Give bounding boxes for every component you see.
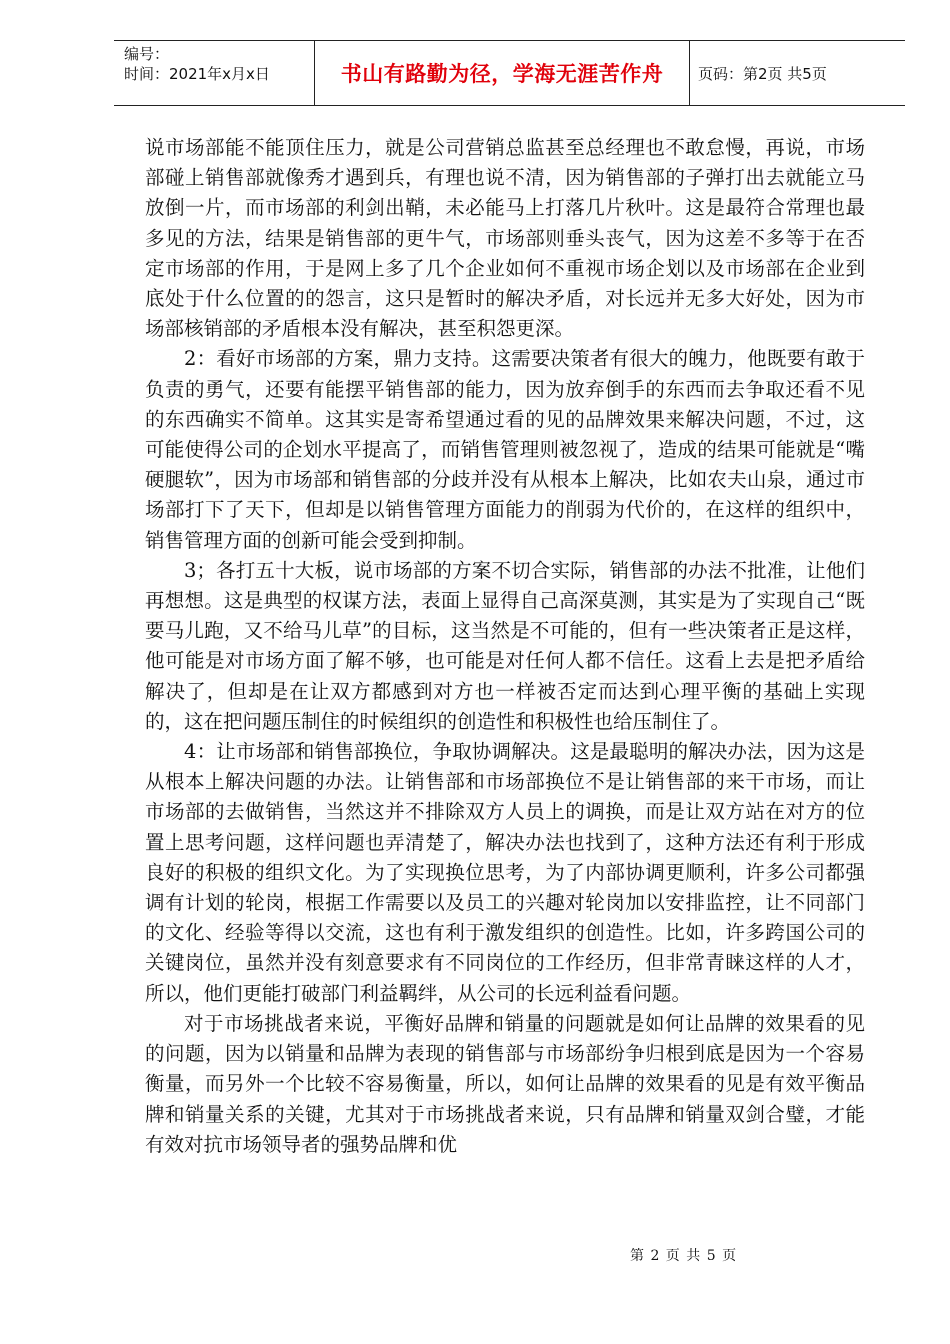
page-footer: 第 2 页 共 5 页: [630, 1248, 738, 1264]
header-meta: [114, 41, 315, 105]
paragraph: 4：让市场部和销售部换位，争取协调解决。这是最聪明的解决办法，因为这是从根本上解决问题的办法。让销售部和市场部换位不是让销售部的来干市场，而让市场部的去做销售，当然这并不排除双方人员上的调换，而是让双方站在对方的位置上思考问题，这样问题也弄清楚了，解决办法也找到了，这种方法还有利于形成良好的积极的组织文化。为了实现换位思考，为了内部协调更顺利，许多公司都强调有计划的轮岗，根据工作需要以及员工的兴趣对轮岗加以安排监控，让不同部门的文化、经验等得以交流，这也有利于激发组织的创造性。比如，许多跨国公司的关键岗位，虽然并没有刻意要求有不同岗位的工作经历，但非常青睐这样的人才，所以，他们更能打破部门利益羁绊，从公司的长远利益看问题。: [145, 740, 865, 1005]
paragraph: 2：看好市场部的方案，鼎力支持。这需要决策者有很大的魄力，他既要有敢于负责的勇气，还要有能摆平销售部的能力，因为放弃倒手的东西而去争取还看不见的东西确实不简单。这其实是寄希望通过看的见的品牌效果来解决问题，不过，这可能使得公司的企划水平提高了，而销售管理则被忽视了，造成的结果可能就是“嘴硬腿软”，因为市场部和销售部的分歧并没有从根本上解决，比如农夫山泉，通过市场部打下了天下，但却是以销售管理方面能力的削弱为代价的，在这样的组织中，销售管理方面的创新可能会受到抑制。: [145, 347, 865, 552]
header-motto: 书山有路勤为径，学海无涯苦作舟: [315, 41, 690, 105]
paragraph: 说市场部能不能顶住压力，就是公司营销总监甚至总经理也不敢怠慢，再说，市场部碰上销售部就像秀才遇到兵，有理也说不清，因为销售部的子弹打出去就能立马放倒一片，而市场部的利剑出鞘，未必能马上打落几片秋叶。这是最符合常理也最多见的方法，结果是销售部的更牛气，市场部则垂头丧气，因为这差不多等于在否定市场部的作用，于是网上多了几个企业如何不重视市场企划以及市场部在企业到底处于什么位置的的怨言，这只是暂时的解决矛盾，对长远并无多大好处，因为市场部核销部的矛盾根本没有解决，甚至积怨更深。: [145, 136, 865, 341]
paragraph: 对于市场挑战者来说，平衡好品牌和销量的问题就是如何让品牌的效果看的见的问题，因为以销量和品牌为表现的销售部与市场部纷争归根到底是因为一个容易衡量，而另外一个比较不容易衡量，所以，如何让品牌的效果看的见是有效平衡品牌和销量关系的关键，尤其对于市场挑战者来说，只有品牌和销量双剑合璧，才能有效对抗市场领导者的强势品牌和优: [145, 1011, 865, 1156]
header-page-info: 页码：第2页 共5页: [698, 65, 827, 83]
doc-number-label: 编号：: [124, 45, 170, 63]
paragraph: 3；各打五十大板，说市场部的方案不切合实际，销售部的办法不批准，让他们再想想。这是典型的权谋方法，表面上显得自己高深莫测，其实是为了实现自己“既要马儿跑，又不给马儿草”的目标，这当然是不可能的，但有一些决策者正是这样，他可能是对市场方面了解不够，也可能是对任何人都不信任。这看上去是把矛盾给解决了，但却是在让双方都感到对方也一样被否定而达到心理平衡的基础上实现的，这在把问题压制住的时候组织的创造性和积极性也给压制住了。: [145, 558, 865, 733]
page-header: [114, 40, 905, 106]
document-body: [145, 133, 865, 1160]
doc-time-label: 时间：2021年x月x日: [124, 65, 270, 83]
